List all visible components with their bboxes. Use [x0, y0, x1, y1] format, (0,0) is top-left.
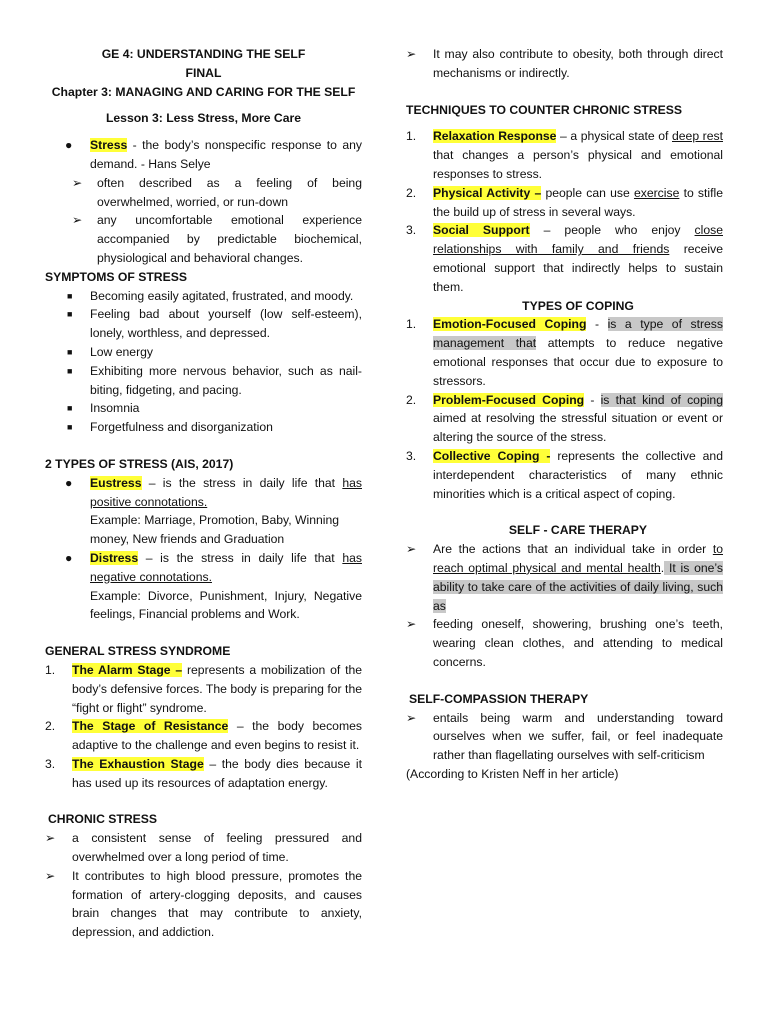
list-item: 3. The Exhaustion Stage – the body dies because it has used up its resources of adaptation energy. [45, 756, 362, 790]
arrow-bullet-icon: ➢ [72, 175, 83, 190]
list-item: ■ Forgetfulness and disorganization [45, 418, 362, 437]
list-item: 1. Relaxation Response – a physical state of deep rest that changes a person’s physical and emotional responses to stress. [406, 129, 723, 181]
chapter-title: Chapter 3: MANAGING AND CARING FOR THE SELF [51, 84, 356, 99]
lesson-title: Lesson 3: Less Stress, More Care [105, 111, 302, 126]
gss-heading: GENERAL STRESS SYNDROME [45, 644, 231, 659]
list-item: ➢ a consistent sense of feeling pressured and overwhelmed over a long period of time. [45, 831, 362, 865]
symptoms-heading: SYMPTOMS OF STRESS [45, 269, 187, 284]
list-item: ➢ It may also contribute to obesity, both through direct mechanisms or indirectly. [406, 47, 723, 80]
distress-example: Example: Divorce, Punishment, Injury, Negative feelings, Financial problems and Work. [90, 588, 362, 622]
square-bullet-icon: ■ [67, 309, 73, 320]
eustress-item: ● Eustress – is the stress in daily life that has positive connotations. Example: Marriage, Promotion, Baby, Winning money, New friends and Graduation [45, 474, 362, 549]
stress-definition [45, 136, 362, 174]
selfcare-heading: SELF - CARE THERAPY [508, 523, 648, 538]
list-item: ■ Insomnia [45, 399, 362, 418]
eustress-example: Example: Marriage, Promotion, Baby, Winning money, New friends and Graduation [90, 513, 340, 547]
arrow-bullet-icon: ➢ [406, 710, 417, 725]
square-bullet-icon: ■ [67, 290, 73, 301]
list-item: 2. Physical Activity – people can use exercise to stifle the build up of stress in several ways. [406, 185, 723, 219]
list-item: ■ Low energy [45, 343, 362, 362]
list-item: ➢ entails being warm and understanding toward ourselves when we suffer, fail, or feel inadequate rather than flagellating ourselves with self-criticism [406, 710, 723, 763]
list-item: ➢ Are the actions that an individual take in order to reach optimal physical and mental health. It is one’s ability to take care of the activities of daily living, such as [406, 542, 723, 613]
techniques-heading: TECHNIQUES TO COUNTER CHRONIC STRESS [406, 102, 683, 117]
list-item: ➢ feeding oneself, showering, brushing one’s teeth, wearing clean clothes, and attending to medical concerns. [406, 617, 723, 669]
list-item: 1. The Alarm Stage – represents a mobilization of the body’s defensive forces. The body is preparing for the “fight or flight” syndrome. [45, 662, 363, 715]
arrow-bullet-icon: ➢ [406, 47, 417, 61]
bullet-dot-icon: ● [65, 138, 73, 153]
square-bullet-icon: ■ [67, 403, 73, 414]
list-item: 3. Social Support – people who enjoy close relationships with family and friends receive emotional support that indirectly helps to sustain them. [406, 223, 723, 294]
types-heading: 2 TYPES OF STRESS (AIS, 2017) [45, 456, 234, 471]
compassion-source: (According to Kristen Neff in her article) [406, 766, 619, 781]
arrow-bullet-icon: ➢ [406, 617, 417, 632]
list-item: 1. Emotion-Focused Coping - is a type of stress management that attempts to reduce negative emotional responses that occur due to exposure to stressors. [406, 317, 723, 388]
list-item: 2. Problem-Focused Coping - is that kind of coping aimed at resolving the stressful situation or event or altering the source of the stress. [406, 392, 723, 445]
list-item: ■ Becoming easily agitated, frustrated, and moody. [45, 287, 362, 306]
stress-definition-text: - the body’s nonspecific response to any demand. - Hans Selye [90, 138, 362, 171]
stress-term: Stress [90, 138, 128, 153]
arrow-bullet-icon: ➢ [406, 542, 417, 557]
arrow-bullet-icon: ➢ [45, 831, 56, 846]
square-bullet-icon: ■ [67, 422, 73, 433]
bullet-dot-icon: ● [65, 550, 73, 565]
right-column [406, 45, 723, 784]
square-bullet-icon: ■ [67, 346, 73, 357]
course-title: GE 4: UNDERSTANDING THE SELF [101, 47, 306, 61]
list-item: ➢ often described as a feeling of being overwhelmed, worried, or run-down [72, 175, 362, 209]
list-item: 3. Collective Coping - represents the collective and interdependent characteristics of many ethnic minorities which is a critical aspect of coping. [406, 448, 723, 501]
list-item: ■ Feeling bad about yourself (low self-esteem), lonely, worthless, and depressed. [67, 307, 362, 341]
compassion-heading: SELF-COMPASSION THERAPY [409, 691, 589, 706]
list-item: ➢ any uncomfortable emotional experience accompanied by predictable biochemical, physiological and behavioral changes. [72, 213, 362, 265]
list-item: ■ Exhibiting more nervous behavior, such as nail-biting, fidgeting, and pacing. [67, 363, 362, 397]
square-bullet-icon: ■ [67, 365, 73, 376]
list-item: 2. The Stage of Resistance – the body becomes adaptive to the challenge and even begins to resist it. [45, 719, 362, 753]
arrow-bullet-icon: ➢ [72, 213, 83, 228]
arrow-bullet-icon: ➢ [45, 868, 56, 883]
left-column [45, 45, 362, 942]
chronic-heading: CHRONIC STRESS [48, 812, 158, 827]
bullet-dot-icon: ● [65, 475, 73, 490]
coping-heading: TYPES OF COPING [522, 298, 634, 313]
chronic-item-split: ➢ It contributes to high blood pressure, promotes the formation of artery-clogging deposits, and causes brain changes that may contribute to anxiety, depression, and addiction. [45, 868, 362, 940]
exam-title: FINAL [185, 65, 222, 80]
distress-item: ● Distress – is the stress in daily life that has negative connotations. Example: Divorce, Punishment, Injury, Negative feelings, Financial problems and Work. [45, 549, 362, 624]
